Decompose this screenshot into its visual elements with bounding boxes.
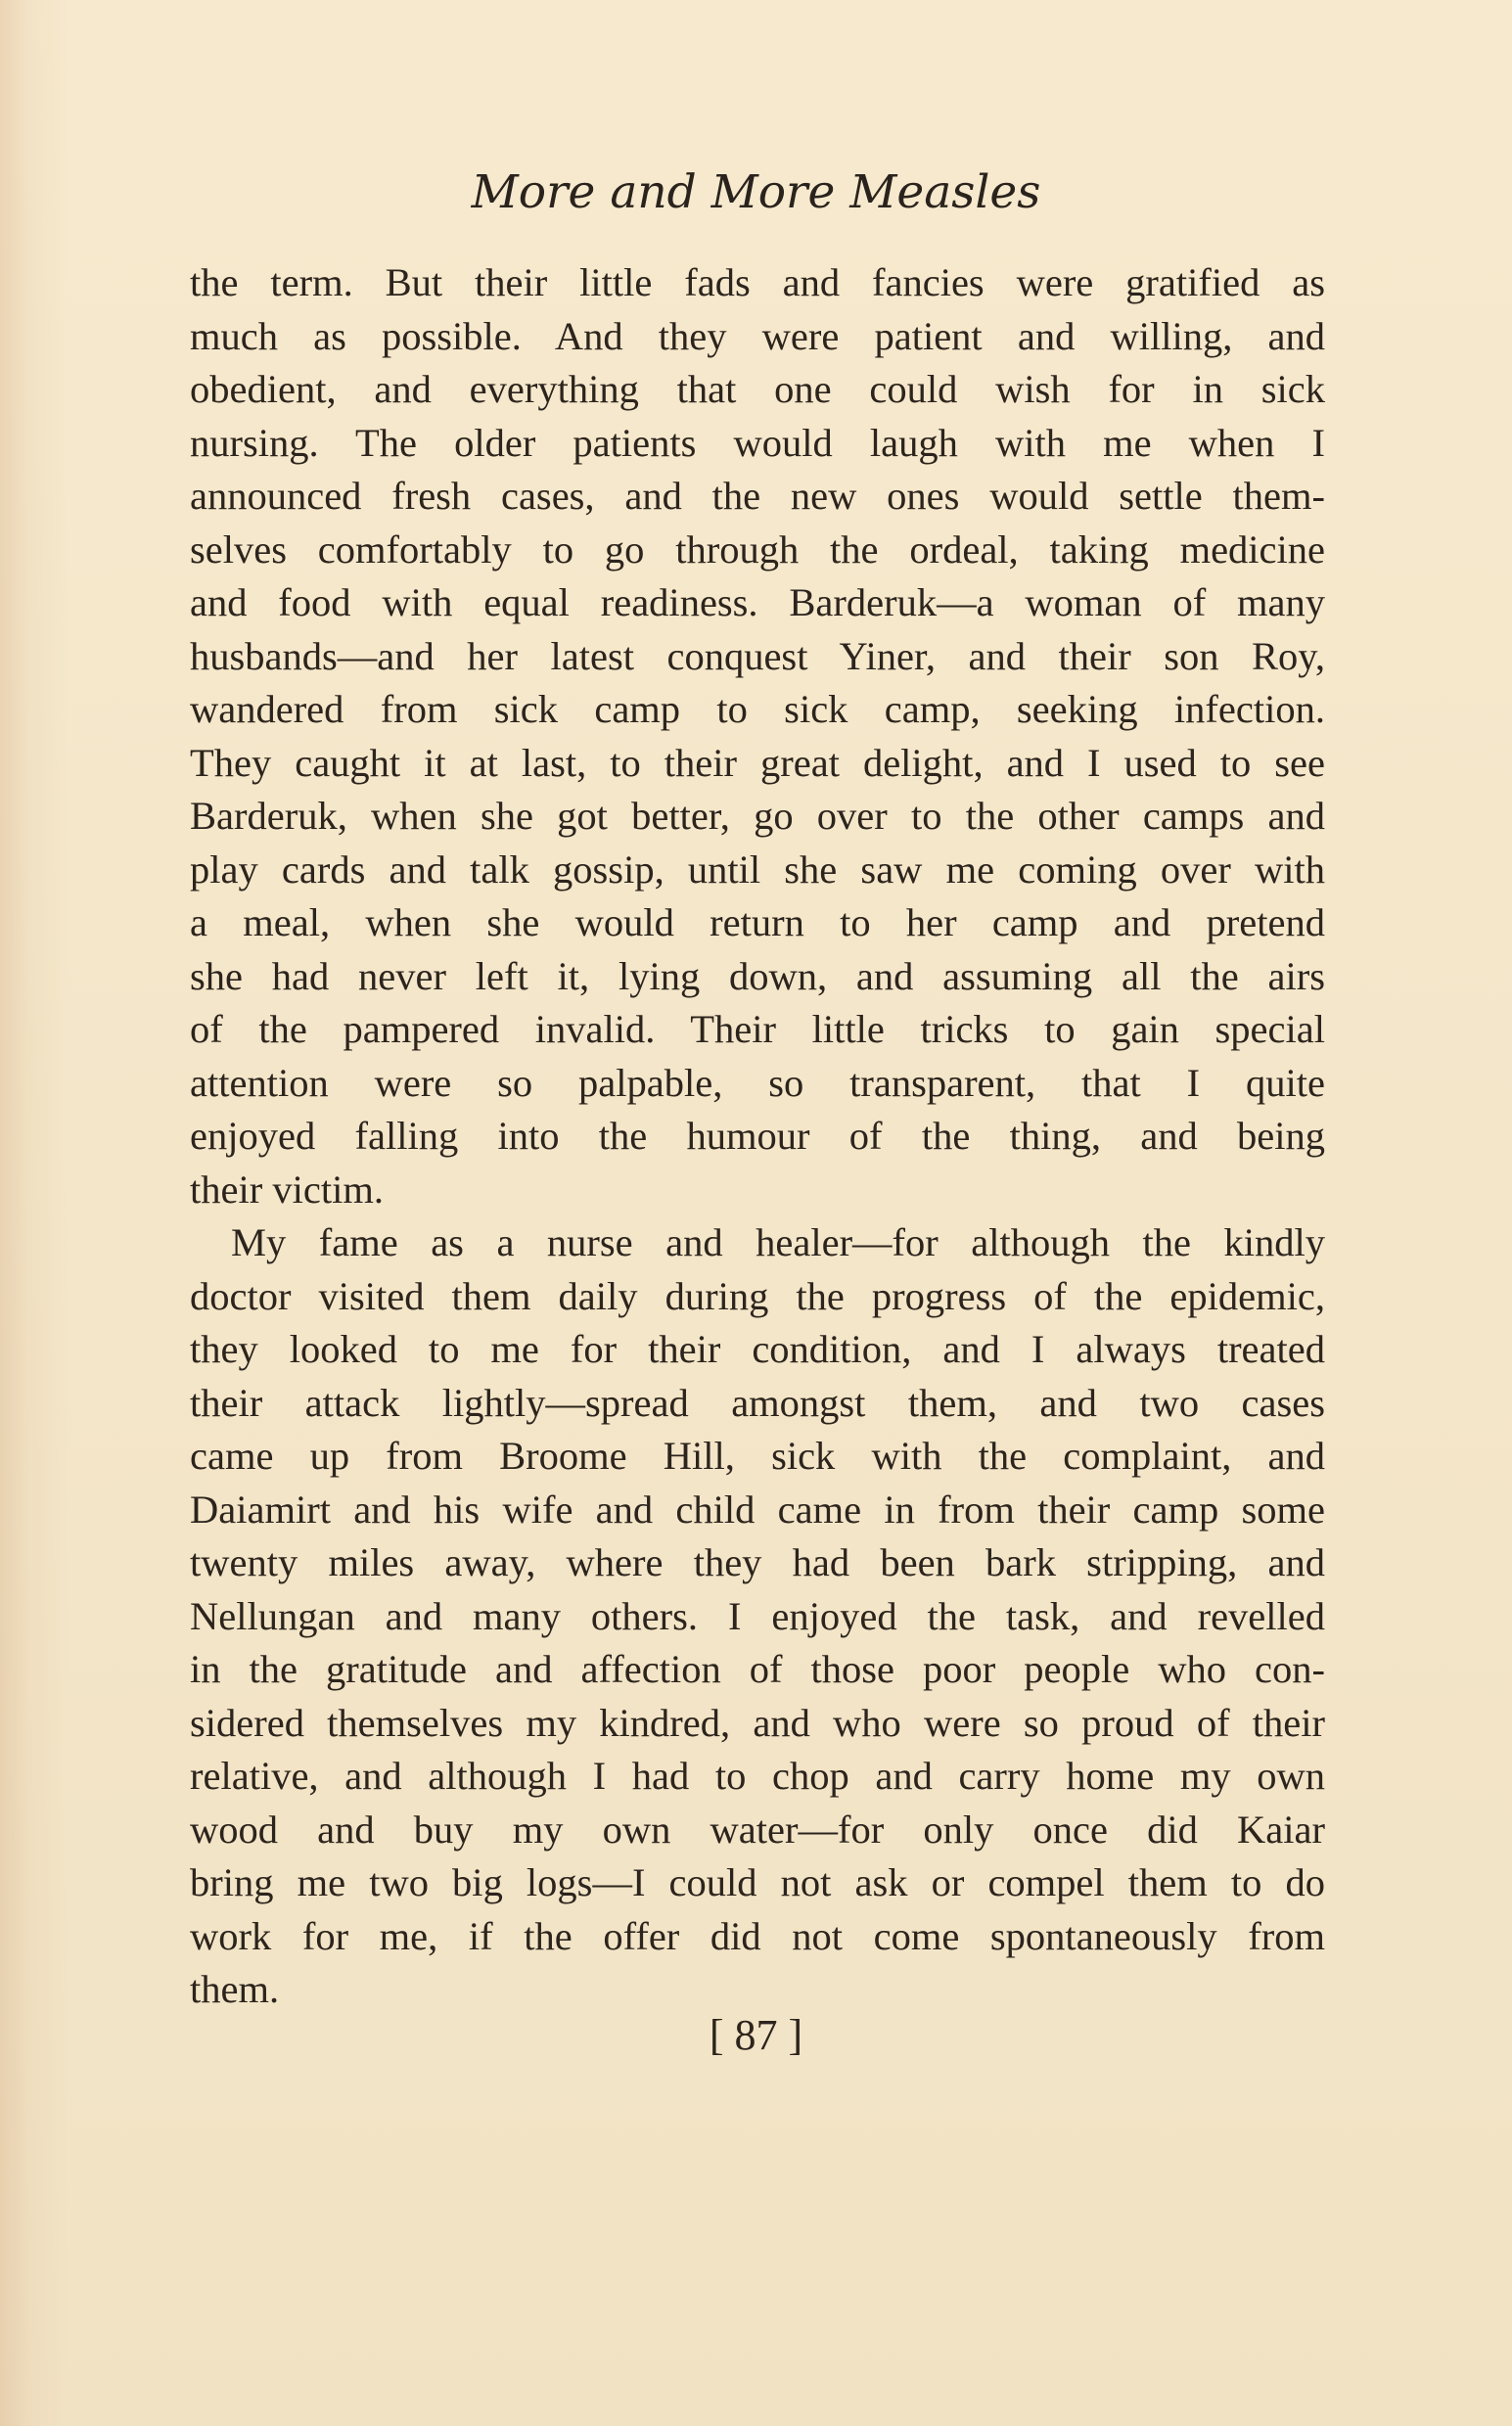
body-text [190,256,1325,2017]
text-line: their attack lightly—spread amongst them, and two cases [190,1380,1325,1425]
text-line: wandered from sick camp to sick camp, seeking infection. [190,687,1325,731]
text-line: nursing. The older patients would laugh with me when I [190,420,1325,465]
paragraph-1 [190,256,1325,1216]
text-line: selves comfortably to go through the ordeal, taking medicine [190,526,1325,572]
text-line: they looked to me for their condition, and I always treated [190,1327,1325,1371]
text-line: announced fresh cases, and the new ones would settle them- [190,474,1325,518]
text-line: They caught it at last, to their great delight, and I used to see [190,740,1325,785]
text-line: relative, and although I had to chop and carry home my own [190,1754,1325,1798]
text-line: enjoyed falling into the humour of the thing, and being [190,1114,1325,1158]
text-line: husbands—and her latest conquest Yiner, and their son Roy, [190,633,1325,678]
text-line: a meal, when she would return to her camp and pretend [190,900,1325,944]
text-line: the term. But their little fads and fancies were gratified as [190,260,1325,304]
running-head: More and More Measles [471,165,1041,219]
text-line: work for me, if the offer did not come spontaneously from [190,1913,1325,1958]
text-line: bring me two big logs—I could not ask or compel them to do [190,1860,1325,1904]
text-line: play cards and talk gossip, until she saw me coming over with [190,847,1325,892]
text-line: much as possible. And they were patient and willing, and [190,313,1325,358]
text-line: Barderuk, when she got better, go over to the other camps and [190,794,1325,838]
text-line: in the gratitude and affection of those poor people who con- [190,1647,1325,1691]
text-line: My fame as a nurse and healer—for although the kindly [231,1220,1325,1264]
text-line: twenty miles away, where they had been bark stripping, and [190,1540,1325,1584]
paragraph-2 [190,1216,1325,2017]
text-line: them. [190,1967,280,2011]
page-number: [ 87 ] [709,2011,803,2059]
text-line: of the pampered invalid. Their little tricks to gain special [190,1007,1325,1051]
text-line: she had never left it, lying down, and assuming all the airs [190,953,1325,998]
text-line: sidered themselves my kindred, and who were so proud of their [190,1700,1325,1745]
text-line: Nellungan and many others. I enjoyed the task, and revelled [190,1593,1325,1638]
text-line: their victim. [190,1167,384,1212]
text-line: wood and buy my own water—for only once did Kaiar [190,1807,1325,1852]
text-line: Daiamirt and his wife and child came in from their camp some [190,1487,1325,1532]
text-line: obedient, and everything that one could wish for in sick [190,367,1325,411]
text-line: came up from Broome Hill, sick with the complaint, and [190,1434,1325,1478]
text-line: attention were so palpable, so transparent, that I quite [190,1060,1325,1105]
text-line: and food with equal readiness. Barderuk—a woman of many [190,580,1325,624]
text-line: doctor visited them daily during the progress of the epidemic, [190,1273,1325,1318]
